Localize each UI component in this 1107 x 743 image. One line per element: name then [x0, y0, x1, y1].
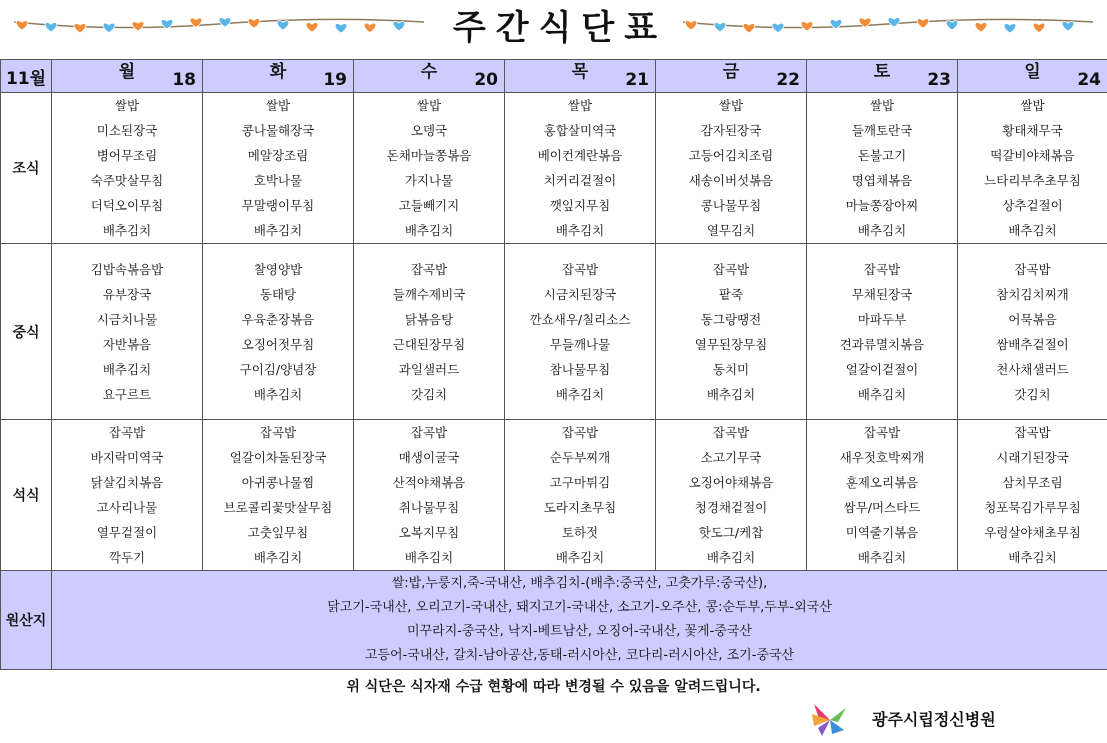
menu-item: 쌀밥 — [114, 98, 140, 113]
day-name: 월 — [118, 62, 136, 82]
menu-item: 잡곡밥 — [410, 261, 448, 277]
menu-item: 닭살김치볶음 — [90, 475, 164, 490]
menu-item: 콩나물해장국 — [241, 123, 315, 138]
menu-item: 미역줄기볶음 — [845, 525, 919, 540]
menu-item: 무채된장국 — [851, 286, 913, 302]
menu-item: 산적야채볶음 — [392, 475, 466, 490]
menu-item: 돈채마늘쫑볶음 — [386, 148, 472, 163]
menu-list — [52, 257, 202, 407]
origin-text — [52, 571, 1107, 670]
menu-item: 고사리나물 — [96, 500, 158, 515]
menu-item: 숙주맛살무침 — [90, 173, 164, 188]
day-name: 토 — [873, 62, 891, 82]
menu-item: 마파두부 — [857, 311, 907, 327]
menu-item: 순두부찌개 — [549, 450, 611, 465]
menu-item: 과일샐러드 — [398, 361, 460, 377]
menu-item: 치커리겉절이 — [543, 173, 617, 188]
menu-list — [354, 93, 504, 243]
menu-item: 갓김치 — [410, 386, 448, 402]
menu-item: 브로콜리꽃맛살무침 — [223, 500, 333, 515]
menu-list — [807, 93, 957, 243]
menu-item: 쌈배추겉절이 — [996, 336, 1069, 352]
menu-item: 배추김치 — [857, 550, 907, 565]
menu-item: 더덕오이무침 — [90, 198, 164, 213]
origin-row — [1, 571, 1107, 670]
menu-list — [656, 420, 806, 570]
menu-item: 배추김치 — [555, 386, 605, 402]
menu-list — [203, 257, 353, 407]
menu-cell — [354, 244, 505, 420]
menu-item: 돈불고기 — [857, 148, 907, 163]
menu-item: 잡곡밥 — [863, 425, 901, 440]
menu-cell — [354, 93, 505, 244]
day-name: 수 — [420, 62, 438, 82]
menu-cell — [354, 420, 505, 571]
menu-item: 천사채샐러드 — [996, 361, 1069, 377]
menu-item: 고들빼기지 — [398, 198, 460, 213]
menu-item: 우렁살야채초무침 — [984, 525, 1081, 540]
menu-item: 토하젓 — [561, 525, 599, 540]
menu-list — [656, 257, 806, 407]
menu-item: 소고기무국 — [700, 450, 762, 465]
menu-item: 동치미 — [712, 361, 750, 377]
menu-item: 얼갈이겉절이 — [845, 361, 919, 377]
notice-text: 위 식단은 식자재 수급 현황에 따라 변경될 수 있음을 알려드립니다. — [346, 679, 761, 695]
menu-item: 잡곡밥 — [1014, 261, 1051, 277]
menu-list — [52, 93, 202, 243]
menu-item: 시금치된장국 — [543, 286, 617, 302]
menu-cell — [807, 420, 958, 571]
menu-item: 미소된장국 — [96, 123, 158, 138]
menu-item: 고구마튀김 — [549, 475, 611, 490]
menu-item: 새우젓호박찌개 — [839, 450, 925, 465]
menu-item: 감자된장국 — [700, 123, 762, 138]
menu-item: 청경채겉절이 — [694, 500, 768, 515]
menu-list — [807, 420, 957, 570]
menu-list — [505, 93, 655, 243]
day-date: 24 — [1077, 70, 1101, 90]
menu-item: 자반볶음 — [102, 336, 152, 352]
menu-cell — [203, 420, 354, 571]
day-name: 목 — [571, 62, 589, 82]
menu-item: 구이김/양념장 — [239, 361, 317, 377]
day-name: 금 — [722, 62, 740, 82]
origin-line: 쌀:밥,누룽지,죽-국내산, 배추김치-(배추:중국산, 고춧가루:중국산), — [391, 576, 768, 591]
menu-item: 잡곡밥 — [259, 425, 297, 440]
menu-item: 갓김치 — [1014, 386, 1051, 402]
weekly-menu-table — [0, 59, 1107, 670]
menu-item: 깻잎지무침 — [549, 198, 611, 213]
menu-item: 배추김치 — [555, 223, 605, 238]
menu-item: 쌈무/머스타드 — [843, 500, 921, 515]
day-date: 22 — [776, 70, 800, 90]
menu-item: 배추김치 — [253, 223, 303, 238]
menu-item: 병어무조림 — [96, 148, 158, 163]
day-header-cell — [958, 60, 1107, 93]
menu-item: 상추겉절이 — [1002, 198, 1063, 213]
menu-list — [807, 257, 957, 407]
menu-item: 배추김치 — [1008, 550, 1057, 565]
day-date: 18 — [172, 70, 196, 90]
meal-label: 조식 — [1, 93, 52, 244]
menu-item: 동그랑땡전 — [700, 311, 762, 327]
origin-label: 원산지 — [1, 571, 52, 670]
menu-item: 오징어젓무침 — [241, 336, 315, 352]
menu-cell — [958, 93, 1107, 244]
menu-item: 느타리부추초무침 — [984, 173, 1081, 188]
menu-item: 배추김치 — [404, 550, 454, 565]
menu-item: 잡곡밥 — [561, 261, 599, 277]
page-title: 주간식단표 — [452, 8, 668, 48]
menu-item: 오복지무침 — [398, 525, 460, 540]
menu-item: 배추김치 — [706, 550, 756, 565]
menu-item: 훈제오리볶음 — [845, 475, 919, 490]
menu-list — [505, 257, 655, 407]
menu-item: 배추김치 — [253, 386, 303, 402]
menu-item: 배추김치 — [404, 223, 454, 238]
menu-item: 메알장조림 — [247, 148, 309, 163]
menu-item: 시래기된장국 — [996, 450, 1069, 465]
menu-item: 동태탕 — [259, 286, 297, 302]
meal-row — [1, 93, 1107, 244]
origin-line: 닭고기-국내산, 오리고기-국내산, 돼지고기-국내산, 소고기-오주산, 콩:순두부,두부-외국산 — [327, 600, 832, 615]
menu-item: 배추김치 — [102, 223, 152, 238]
meal-label: 중식 — [1, 244, 52, 420]
menu-item: 잡곡밥 — [712, 425, 750, 440]
origin-line: 고등어-국내산, 갈치-남아공산,동태-러시아산, 코다리-러시아산, 조기-중국산 — [364, 648, 795, 663]
menu-item: 들깨토란국 — [851, 123, 913, 138]
menu-item: 쌀밥 — [1020, 98, 1045, 113]
menu-item: 배추김치 — [102, 361, 152, 377]
menu-item: 열무김치 — [706, 223, 756, 238]
day-date: 23 — [927, 70, 951, 90]
day-header-cell — [656, 60, 807, 93]
menu-item: 바지락미역국 — [90, 450, 164, 465]
menu-cell — [505, 93, 656, 244]
menu-item: 쌀밥 — [869, 98, 895, 113]
menu-item: 참치김치찌개 — [996, 286, 1069, 302]
menu-list — [52, 420, 202, 570]
menu-item: 깐쇼새우/칠리소스 — [529, 311, 631, 327]
menu-cell — [203, 244, 354, 420]
menu-item: 핫도그/케찹 — [698, 525, 764, 540]
hospital-logo-icon — [808, 700, 850, 738]
hospital-name: 광주시립정신병원 — [872, 710, 996, 729]
menu-item: 김밥속볶음밥 — [90, 261, 164, 277]
day-header-row — [1, 60, 1107, 93]
menu-item: 매생이굴국 — [398, 450, 460, 465]
menu-item: 얼갈이차돌된장국 — [229, 450, 327, 465]
menu-item: 쌀밥 — [567, 98, 593, 113]
menu-list — [203, 420, 353, 570]
menu-item: 가지나물 — [404, 173, 454, 188]
menu-cell — [52, 93, 203, 244]
day-header-cell — [52, 60, 203, 93]
menu-cell — [505, 244, 656, 420]
menu-list — [958, 257, 1107, 407]
menu-item: 잡곡밥 — [561, 425, 599, 440]
menu-item: 잡곡밥 — [410, 425, 448, 440]
menu-item: 시금치나물 — [96, 311, 158, 327]
day-header-cell — [203, 60, 354, 93]
menu-item: 오징어야채볶음 — [688, 475, 774, 490]
menu-item: 쌀밥 — [265, 98, 291, 113]
menu-item: 잡곡밥 — [108, 425, 146, 440]
menu-item: 배추김치 — [1008, 223, 1057, 238]
menu-item: 고등어김치조림 — [688, 148, 774, 163]
day-date: 21 — [625, 70, 649, 90]
menu-item: 삼치무조림 — [1002, 475, 1063, 490]
meal-row — [1, 244, 1107, 420]
menu-item: 베이컨계란볶음 — [537, 148, 623, 163]
day-date: 20 — [474, 70, 498, 90]
menu-item: 잡곡밥 — [863, 261, 901, 277]
menu-item: 깍두기 — [108, 550, 146, 565]
menu-cell — [656, 420, 807, 571]
menu-cell — [52, 420, 203, 571]
menu-cell — [203, 93, 354, 244]
menu-item: 배추김치 — [857, 223, 907, 238]
day-date: 19 — [323, 70, 347, 90]
menu-cell — [656, 93, 807, 244]
menu-item: 잡곡밥 — [1014, 425, 1051, 440]
menu-item: 콩나물무침 — [700, 198, 762, 213]
day-header-cell — [505, 60, 656, 93]
menu-item: 도라지초무침 — [543, 500, 617, 515]
menu-list — [505, 420, 655, 570]
menu-item: 배추김치 — [253, 550, 303, 565]
day-name: 일 — [1024, 62, 1041, 82]
menu-item: 근대된장무침 — [392, 336, 466, 352]
menu-item: 홍합살미역국 — [543, 123, 617, 138]
menu-item: 청포묵김가루무침 — [984, 500, 1081, 515]
day-name: 화 — [269, 62, 287, 82]
menu-item: 무말랭이무침 — [241, 198, 315, 213]
menu-item: 명엽채볶음 — [851, 173, 913, 188]
menu-cell — [958, 244, 1107, 420]
menu-cell — [807, 93, 958, 244]
menu-list — [958, 93, 1107, 243]
page-header — [0, 0, 1107, 58]
day-header-cell — [807, 60, 958, 93]
menu-item: 어묵볶음 — [1008, 311, 1057, 327]
menu-item: 배추김치 — [706, 386, 756, 402]
menu-item: 유부장국 — [102, 286, 152, 302]
menu-item: 잡곡밥 — [712, 261, 750, 277]
menu-item: 오뎅국 — [410, 123, 448, 138]
meal-row — [1, 420, 1107, 571]
origin-line: 미꾸라지-중국산, 낙지-베트남산, 오징어-국내산, 꽃게-중국산 — [407, 624, 752, 639]
day-header-cell — [354, 60, 505, 93]
heart-garland-left-icon — [14, 10, 424, 40]
menu-list — [354, 257, 504, 407]
menu-item: 황태채무국 — [1002, 123, 1063, 138]
menu-item: 요구르트 — [102, 386, 152, 402]
menu-cell — [505, 420, 656, 571]
menu-item: 견과류멸치볶음 — [839, 336, 925, 352]
heart-garland-right-icon — [683, 10, 1093, 40]
menu-cell — [958, 420, 1107, 571]
menu-item: 우육춘장볶음 — [241, 311, 315, 327]
month-label: 11월 — [1, 60, 52, 93]
menu-item: 닭볶음탕 — [404, 311, 454, 327]
menu-item: 열무된장무침 — [694, 336, 768, 352]
menu-list — [354, 420, 504, 570]
menu-item: 아귀콩나물찜 — [241, 475, 315, 490]
menu-list — [958, 420, 1107, 570]
menu-item: 들깨수제비국 — [392, 286, 466, 302]
menu-item: 찰영양밥 — [253, 261, 303, 277]
menu-cell — [807, 244, 958, 420]
menu-item: 참나물무침 — [549, 361, 611, 377]
menu-item: 쌀밥 — [718, 98, 744, 113]
menu-cell — [52, 244, 203, 420]
menu-item: 떡갈비야채볶음 — [990, 148, 1075, 163]
menu-item: 팥죽 — [718, 286, 744, 302]
menu-item: 쌀밥 — [416, 98, 442, 113]
menu-item: 고춧잎무침 — [247, 525, 309, 540]
menu-item: 마늘쫑장아찌 — [845, 198, 919, 213]
menu-item: 배추김치 — [857, 386, 907, 402]
menu-cell — [656, 244, 807, 420]
menu-item: 배추김치 — [555, 550, 605, 565]
menu-item: 호박나물 — [253, 173, 303, 188]
menu-item: 새송이버섯볶음 — [688, 173, 774, 188]
menu-item: 열무겉절이 — [96, 525, 158, 540]
meal-label: 석식 — [1, 420, 52, 571]
menu-item: 취나물무침 — [398, 500, 460, 515]
menu-list — [656, 93, 806, 243]
menu-item: 무들깨나물 — [549, 336, 611, 352]
menu-list — [203, 93, 353, 243]
